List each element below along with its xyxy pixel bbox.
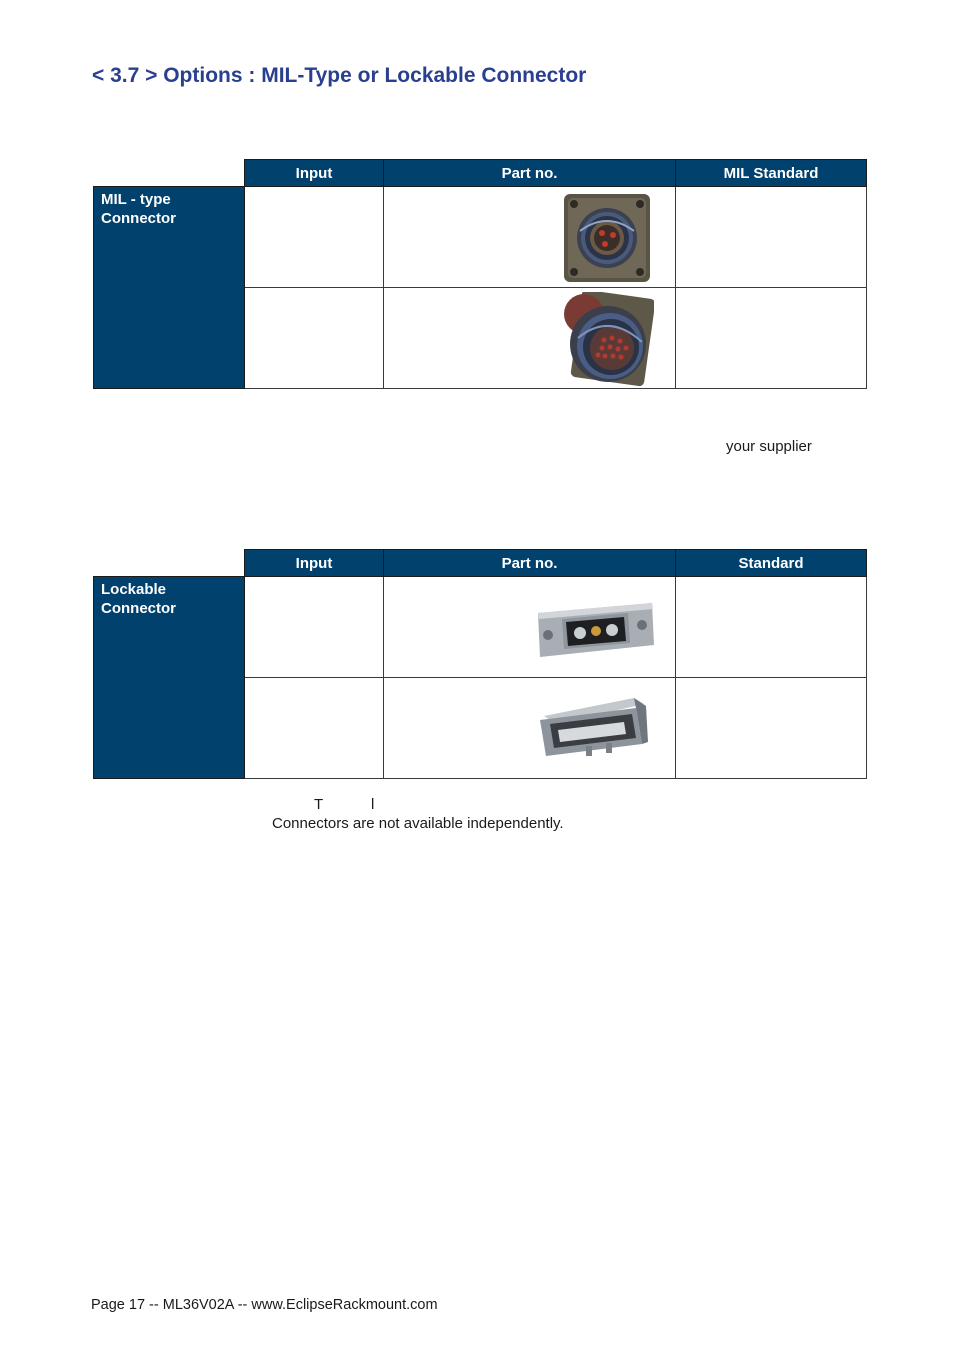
row-label-lockable-connector: Lockable Connector bbox=[94, 577, 245, 779]
table-corner bbox=[94, 550, 245, 577]
table-corner bbox=[94, 160, 245, 187]
standard-cell bbox=[676, 577, 867, 678]
note-fragment-t: T bbox=[314, 796, 324, 813]
mil-standard-cell bbox=[676, 187, 867, 288]
mil-connector-table bbox=[93, 159, 867, 389]
mil-standard-cell bbox=[676, 288, 867, 389]
part-no-cell bbox=[384, 288, 676, 389]
mil-connector-small-icon bbox=[560, 191, 656, 285]
page-title: < 3.7 > Options : MIL-Type or Lockable Connector bbox=[92, 64, 587, 87]
availability-note: Connectors are not available independently. bbox=[272, 815, 564, 832]
table-row bbox=[94, 577, 867, 678]
page-footer: Page 17 -- ML36V02A -- www.EclipseRackmount.com bbox=[91, 1297, 438, 1313]
locking-clip-connector-icon bbox=[536, 694, 652, 760]
standard-cell bbox=[676, 678, 867, 779]
mil-connector-large-icon bbox=[554, 292, 654, 388]
note-fragment-l: l bbox=[371, 796, 375, 813]
column-header-input: Input bbox=[245, 160, 384, 187]
column-header-part-no: Part no. bbox=[384, 550, 676, 577]
part-no-cell bbox=[384, 678, 676, 779]
input-cell bbox=[245, 288, 384, 389]
row-label-mil-type-connector: MIL - type Connector bbox=[94, 187, 245, 389]
input-cell bbox=[245, 577, 384, 678]
input-cell bbox=[245, 187, 384, 288]
part-no-cell bbox=[384, 577, 676, 678]
lockable-connector-table bbox=[93, 549, 867, 779]
column-header-input: Input bbox=[245, 550, 384, 577]
column-header-mil-standard: MIL Standard bbox=[676, 160, 867, 187]
table-row bbox=[94, 187, 867, 288]
column-header-part-no: Part no. bbox=[384, 160, 676, 187]
column-header-standard: Standard bbox=[676, 550, 867, 577]
d-sub-power-connector-icon bbox=[534, 599, 658, 661]
part-no-cell bbox=[384, 187, 676, 288]
supplier-note: your supplier bbox=[726, 438, 812, 455]
input-cell bbox=[245, 678, 384, 779]
